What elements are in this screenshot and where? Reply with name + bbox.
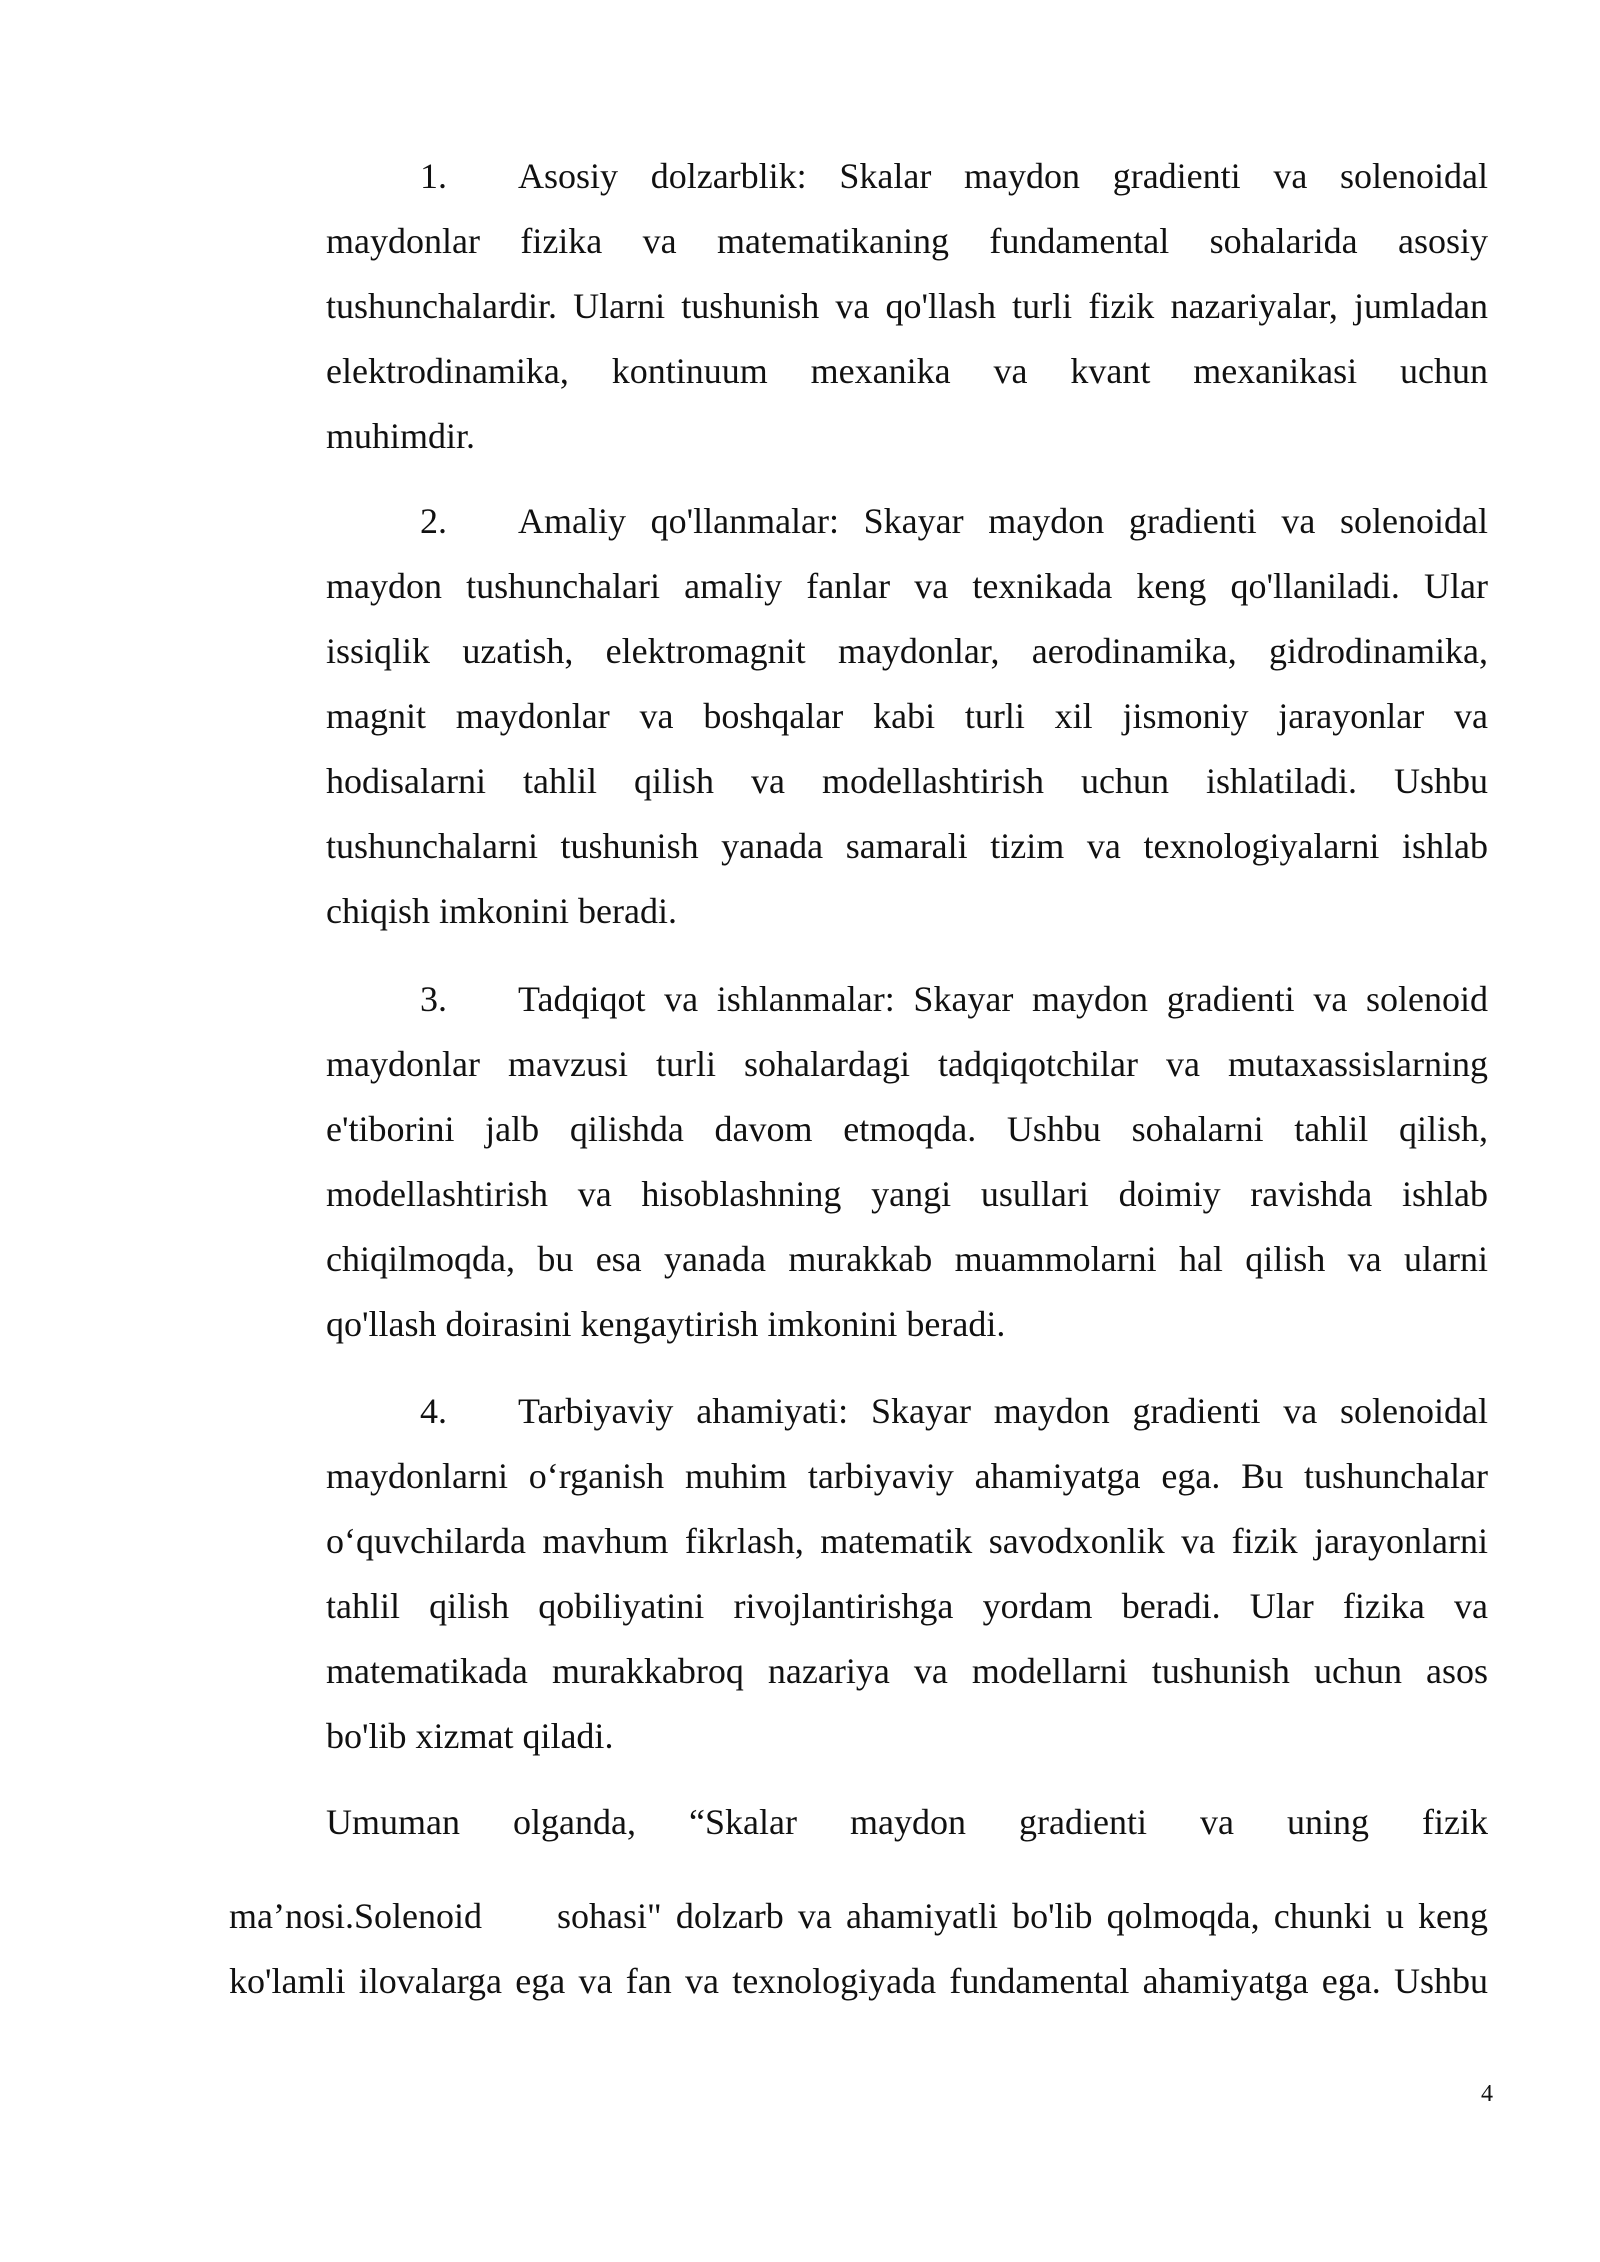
paragraph-line: matematikada murakkabroq nazariya va modellarni tushunish uchun asos	[326, 1651, 1488, 1691]
paragraph-line: tushunchalardir. Ularni tushunish va qo'llash turli fizik nazariyalar, jumladan	[326, 286, 1488, 326]
paragraph-line: Tadqiqot va ishlanmalar: Skayar maydon gradienti va solenoid	[518, 979, 1488, 1019]
paragraph-line: tushunchalarni tushunish yanada samarali tizim va texnologiyalarni ishlab	[326, 826, 1488, 866]
paragraph-line: maydonlar mavzusi turli sohalardagi tadqiqotchilar va mutaxassislarning	[326, 1044, 1488, 1084]
paragraph-line: chiqish imkonini beradi.	[326, 891, 677, 931]
paragraph-line: Asosiy dolzarblik: Skalar maydon gradienti va solenoidal	[518, 156, 1488, 196]
paragraph-line: elektrodinamika, kontinuum mexanika va kvant mexanikasi uchun	[326, 351, 1488, 391]
paragraph-line: magnit maydonlar va boshqalar kabi turli xil jismoniy jarayonlar va	[326, 696, 1488, 736]
paragraph-line: e'tiborini jalb qilishda davom etmoqda. Ushbu sohalarni tahlil qilish,	[326, 1109, 1488, 1149]
list-number: 1.	[420, 156, 447, 196]
paragraph-line: o‘quvchilarda mavhum fikrlash, matematik savodxonlik va fizik jarayonlarni	[326, 1521, 1488, 1561]
list-number: 3.	[420, 979, 447, 1019]
paragraph-line: ko'lamli ilovalarga ega va fan va texnologiyada fundamental ahamiyatga ega. Ushbu	[229, 1961, 1488, 2001]
paragraph-line: qo'llash doirasini kengaytirish imkonini beradi.	[326, 1304, 1006, 1344]
list-number: 2.	[420, 501, 447, 541]
paragraph-line: muhimdir.	[326, 416, 476, 456]
paragraph-line: modellashtirish va hisoblashning yangi usullari doimiy ravishda ishlab	[326, 1174, 1488, 1214]
paragraph-line: sohasi" dolzarb va ahamiyatli bo'lib qolmoqda, chunki u keng	[557, 1896, 1488, 1936]
page-number: 4	[1481, 2081, 1493, 2107]
paragraph-line: hodisalarni tahlil qilish va modellashtirish uchun ishlatiladi. Ushbu	[326, 761, 1488, 801]
paragraph-line: maydon tushunchalari amaliy fanlar va texnikada keng qo'llaniladi. Ular	[326, 566, 1488, 606]
paragraph-line: chiqilmoqda, bu esa yanada murakkab muammolarni hal qilish va ularni	[326, 1239, 1488, 1279]
paragraph-line: maydonlar fizika va matematikaning fundamental sohalarida asosiy	[326, 221, 1488, 261]
paragraph-line: maydonlarni o‘rganish muhim tarbiyaviy ahamiyatga ega. Bu tushunchalar	[326, 1456, 1488, 1496]
paragraph-line: Tarbiyaviy ahamiyati: Skayar maydon gradienti va solenoidal	[518, 1391, 1488, 1431]
paragraph-line: Amaliy qo'llanmalar: Skayar maydon gradienti va solenoidal	[518, 501, 1488, 541]
list-number: 4.	[420, 1391, 447, 1431]
paragraph-line: Umuman olganda, “Skalar maydon gradienti va uning fizik	[326, 1802, 1488, 1842]
paragraph-line: issiqlik uzatish, elektromagnit maydonlar, aerodinamika, gidrodinamika,	[326, 631, 1488, 671]
paragraph-line: bo'lib xizmat qiladi.	[326, 1716, 614, 1756]
paragraph-line: ma’nosi.Solenoid	[229, 1896, 482, 1936]
paragraph-line: tahlil qilish qobiliyatini rivojlantirishga yordam beradi. Ular fizika va	[326, 1586, 1488, 1626]
